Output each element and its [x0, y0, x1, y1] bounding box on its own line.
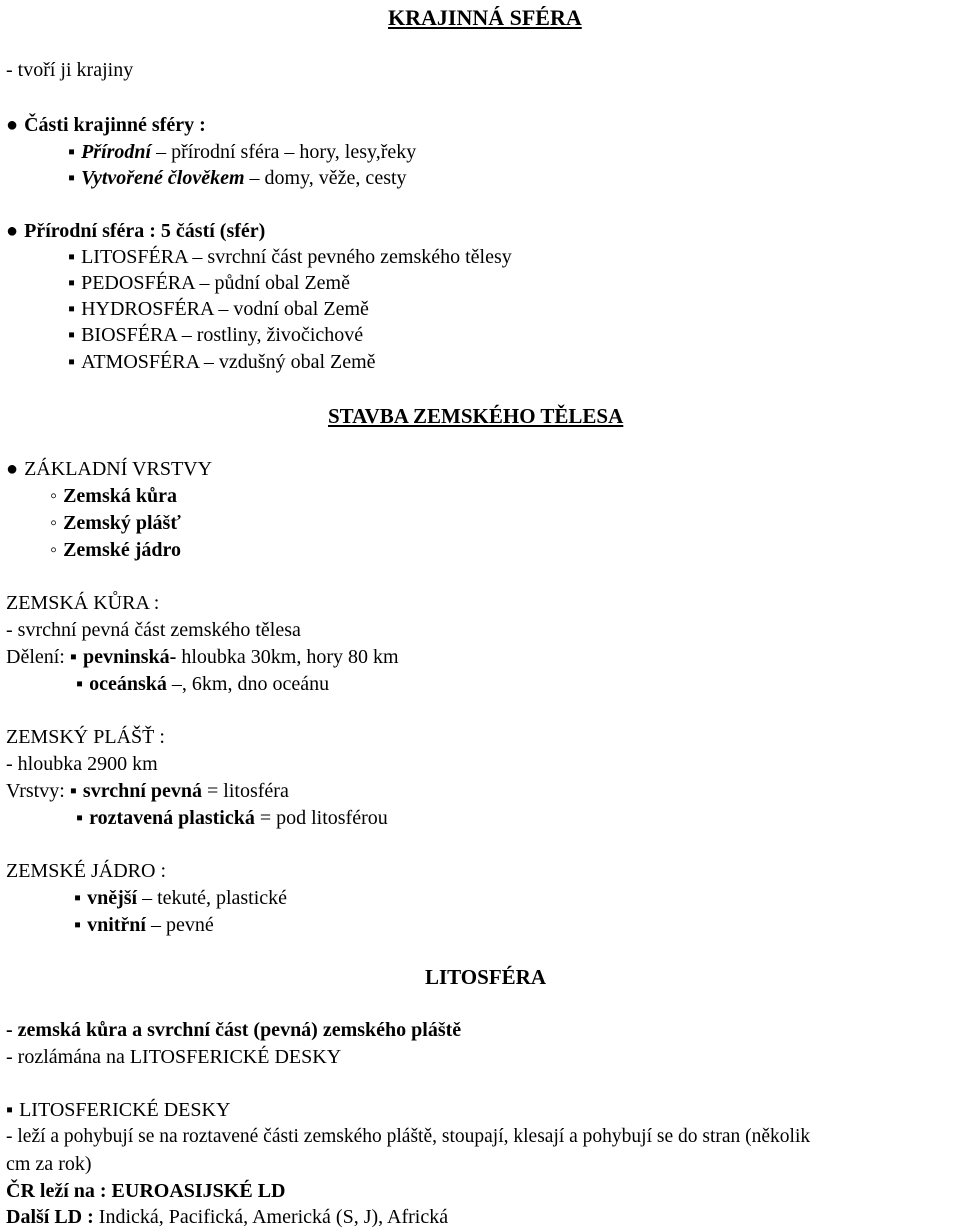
layers-heading: ● ZÁKLADNÍ VRSTVY — [6, 458, 213, 480]
square-bullet-icon: ▪ — [74, 887, 82, 909]
bullet-icon: ● — [6, 114, 19, 136]
list-item: ▪ Vytvořené člověkem – domy, věže, cesty — [68, 167, 407, 189]
crust-division: Dělení: ▪ pevninská- hloubka 30km, hory 80 km — [6, 646, 399, 668]
square-bullet-icon: ▪ — [6, 1099, 14, 1121]
list-item: ◦ Zemská kůra — [50, 485, 177, 507]
list-item: ▪ PEDOSFÉRA – půdní obal Země — [68, 272, 350, 294]
list-item: ◦ Zemský plášť — [50, 512, 181, 534]
square-bullet-icon: ▪ — [68, 351, 76, 373]
square-bullet-icon: ▪ — [69, 646, 77, 668]
bullet-icon: ● — [6, 220, 19, 242]
plates-heading: ▪ LITOSFERICKÉ DESKY — [6, 1099, 231, 1121]
mantle-heading: ZEMSKÝ PLÁŠŤ : — [6, 726, 165, 748]
list-item: ▪ Přírodní – přírodní sféra – hory, lesy,řeky — [68, 141, 417, 163]
parts-heading: ● Části krajinné sféry : — [6, 114, 206, 136]
mantle-layers: Vrstvy: ▪ svrchní pevná = litosféra — [6, 780, 289, 802]
intro-text: - tvoří ji krajiny — [6, 59, 134, 81]
circle-bullet-icon: ◦ — [50, 485, 58, 507]
square-bullet-icon: ▪ — [68, 324, 76, 346]
square-bullet-icon: ▪ — [68, 298, 76, 320]
square-bullet-icon: ▪ — [76, 673, 84, 695]
list-item: ▪ HYDROSFÉRA – vodní obal Země — [68, 298, 369, 320]
plates-line: cm za rok) — [6, 1153, 92, 1175]
square-bullet-icon: ▪ — [76, 807, 84, 829]
core-heading: ZEMSKÉ JÁDRO : — [6, 860, 167, 882]
cr-plate: ČR leží na : EUROASIJSKÉ LD — [6, 1180, 286, 1202]
square-bullet-icon: ▪ — [68, 141, 76, 163]
list-item: ◦ Zemské jádro — [50, 539, 182, 561]
list-item: ▪ LITOSFÉRA – svrchní část pevného zemského tělesy — [68, 246, 512, 268]
square-bullet-icon: ▪ — [69, 780, 77, 802]
list-item: ▪ BIOSFÉRA – rostliny, živočichové — [68, 324, 364, 346]
square-bullet-icon: ▪ — [68, 167, 76, 189]
mantle-line: - hloubka 2900 km — [6, 753, 158, 775]
list-item: ▪ roztavená plastická = pod litosférou — [76, 807, 388, 829]
bullet-icon: ● — [6, 458, 19, 480]
crust-heading: ZEMSKÁ KŮRA : — [6, 592, 160, 614]
section-title-structure: STAVBA ZEMSKÉHO TĚLESA — [328, 404, 624, 428]
list-item: ▪ vnější – tekuté, plastické — [74, 887, 288, 909]
other-plates: Další LD : Indická, Pacifická, Americká (S, J), Africká — [6, 1206, 449, 1228]
natural-heading: ● Přírodní sféra : 5 částí (sfér) — [6, 220, 266, 242]
list-item: ▪ oceánská –, 6km, dno oceánu — [76, 673, 330, 695]
list-item: ▪ vnitřní – pevné — [74, 914, 214, 936]
square-bullet-icon: ▪ — [68, 246, 76, 268]
crust-line: - svrchní pevná část zemského tělesa — [6, 619, 301, 641]
list-item: ▪ ATMOSFÉRA – vzdušný obal Země — [68, 351, 376, 373]
litho-line: - rozlámána na LITOSFERICKÉ DESKY — [6, 1046, 342, 1068]
circle-bullet-icon: ◦ — [50, 512, 58, 534]
circle-bullet-icon: ◦ — [50, 539, 58, 561]
litho-line: - zemská kůra a svrchní část (pevná) zemského pláště — [6, 1019, 462, 1041]
page-title: KRAJINNÁ SFÉRA — [388, 5, 582, 30]
plates-line: - leží a pohybují se na roztavené části zemského pláště, stoupají, klesají a pohybují se do stran (několik — [6, 1126, 811, 1147]
section-title-litho: LITOSFÉRA — [425, 965, 546, 989]
square-bullet-icon: ▪ — [68, 272, 76, 294]
square-bullet-icon: ▪ — [74, 914, 82, 936]
